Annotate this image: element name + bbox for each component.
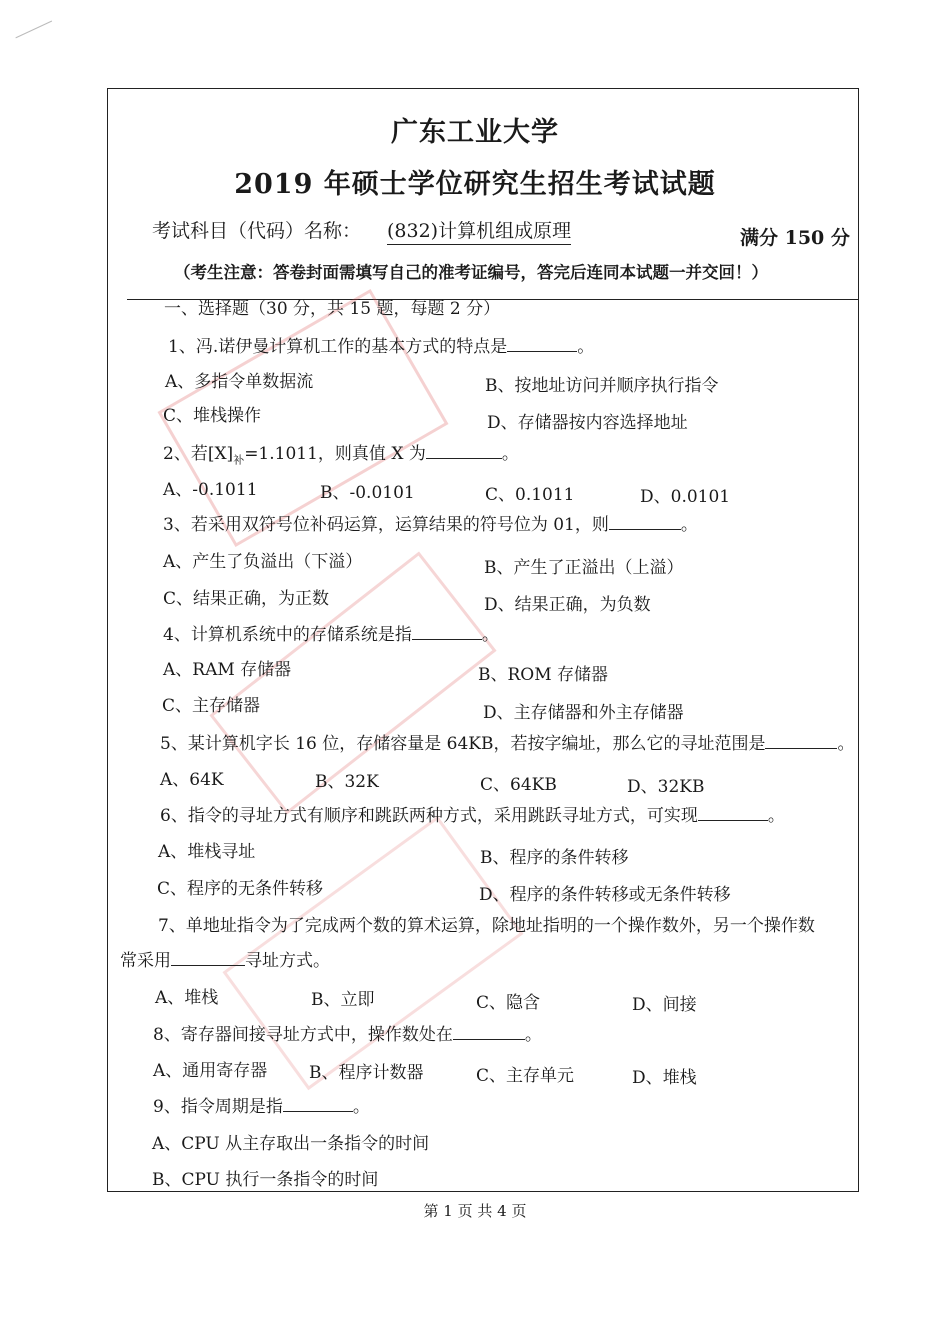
pencil-mark: [15, 21, 60, 57]
exam-title: 2019 年硕士学位研究生招生考试试题: [234, 169, 716, 200]
question-3-option-c: C、结果正确，为正数: [163, 589, 330, 609]
question-4-option-c: C、主存储器: [162, 696, 261, 716]
full-score: 满分 150 分: [740, 227, 850, 249]
question-text: =1.1011，则真值 X 为: [244, 444, 426, 464]
question-end: 。: [501, 444, 519, 464]
answer-blank: [412, 625, 482, 640]
question-6-stem: [160, 801, 785, 826]
question-end: 。: [680, 515, 698, 535]
answer-blank: [609, 515, 681, 530]
question-9-option-b: B、CPU 执行一条指令的时间: [152, 1170, 379, 1190]
question-5-option-a: A、64K: [160, 770, 224, 790]
question-text: 5、某计算机字长 16 位，存储容量是 64KB，若按字编址，那么它的寻址范围是: [160, 734, 766, 754]
question-9-option-a: A、CPU 从主存取出一条指令的时间: [152, 1134, 430, 1154]
university-name: 广东工业大学: [391, 117, 559, 148]
answer-blank: [426, 444, 502, 459]
question-3-option-d: D、结果正确，为负数: [484, 595, 651, 615]
question-7-stem-line-1: 7、单地址指令为了完成两个数的算术运算，除地址指明的一个操作数外，另一个操作数: [158, 916, 815, 936]
question-2-option-d: D、0.0101: [640, 487, 731, 507]
question-9-stem: [153, 1092, 370, 1117]
question-4-stem: [163, 620, 499, 645]
question-8-option-b: B、程序计数器: [309, 1063, 424, 1083]
question-end: 。: [837, 734, 855, 754]
question-text: 寻址方式。: [245, 951, 330, 971]
subscript-complement: 补: [233, 453, 245, 467]
question-text: 6、指令的寻址方式有顺序和跳跃两种方式，采用跳跃寻址方式，可实现: [160, 806, 698, 826]
question-8-option-d: D、堆栈: [632, 1068, 697, 1088]
question-text: 9、指令周期是指: [153, 1097, 283, 1117]
question-3-option-b: B、产生了正溢出（上溢）: [484, 558, 684, 578]
question-text: 4、计算机系统中的存储系统是指: [163, 625, 412, 645]
answer-blank: [765, 734, 837, 749]
question-6-option-d: D、程序的条件转移或无条件转移: [479, 885, 731, 905]
question-text: 常采用: [120, 951, 171, 971]
subject-value: (832)计算机组成原理: [387, 216, 571, 245]
subject-label: 考试科目（代码）名称：: [152, 220, 362, 242]
question-text: 3、若采用双符号位补码运算，运算结果的符号位为 01，则: [163, 515, 609, 535]
question-4-option-d: D、主存储器和外主存储器: [483, 703, 684, 723]
section-title: 一、选择题（30 分，共 15 题，每题 2 分）: [164, 299, 501, 319]
question-1-option-c: C、堆栈操作: [163, 406, 262, 426]
page-number: 第 1 页 共 4 页: [423, 1202, 527, 1220]
question-end: 。: [577, 337, 595, 357]
question-1-option-d: D、存储器按内容选择地址: [487, 413, 688, 433]
question-end: 。: [481, 625, 499, 645]
question-end: 。: [767, 806, 785, 826]
question-text: 1、冯.诺伊曼计算机工作的基本方式的特点是: [168, 337, 508, 357]
question-2-stem: [163, 439, 519, 467]
question-7-option-c: C、隐含: [476, 993, 541, 1013]
question-7-option-b: B、立即: [311, 990, 375, 1010]
question-3-option-a: A、产生了负溢出（下溢）: [163, 552, 363, 572]
question-4-option-b: B、ROM 存储器: [478, 665, 609, 685]
question-8-stem: [153, 1020, 542, 1045]
question-8-option-c: C、主存单元: [476, 1066, 575, 1086]
question-5-option-d: D、32KB: [627, 777, 705, 797]
question-3-stem: [163, 510, 698, 535]
question-2-option-a: A、-0.1011: [163, 480, 258, 500]
question-5-option-b: B、32K: [315, 772, 379, 792]
question-4-option-a: A、RAM 存储器: [163, 660, 292, 680]
question-5-stem: [160, 729, 854, 754]
question-2-option-c: C、0.1011: [485, 485, 575, 505]
question-1-option-a: A、多指令单数据流: [165, 372, 314, 392]
answer-blank: [283, 1097, 353, 1112]
question-end: 。: [352, 1097, 370, 1117]
question-5-option-c: C、64KB: [480, 775, 557, 795]
question-text: 2、若[X]: [163, 444, 234, 464]
question-text: 8、寄存器间接寻址方式中，操作数处在: [153, 1025, 453, 1045]
question-7-option-d: D、间接: [632, 995, 697, 1015]
answer-blank: [507, 337, 577, 352]
question-7-option-a: A、堆栈: [155, 988, 219, 1008]
answer-blank: [171, 951, 245, 966]
question-2-option-b: B、-0.0101: [320, 483, 415, 503]
question-end: 。: [524, 1025, 542, 1045]
question-1-option-b: B、按地址访问并顺序执行指令: [485, 376, 719, 396]
question-7-stem-line-2: [120, 946, 330, 971]
answer-blank: [453, 1025, 525, 1040]
question-1-stem: [168, 332, 594, 357]
exam-notice: （考生注意：答卷封面需填写自己的准考证编号，答完后连同本试题一并交回！）: [174, 263, 768, 282]
answer-blank: [698, 806, 768, 821]
question-6-option-a: A、堆栈寻址: [158, 842, 256, 862]
question-6-option-b: B、程序的条件转移: [480, 848, 629, 868]
question-8-option-a: A、通用寄存器: [153, 1061, 268, 1081]
question-6-option-c: C、程序的无条件转移: [157, 879, 324, 899]
